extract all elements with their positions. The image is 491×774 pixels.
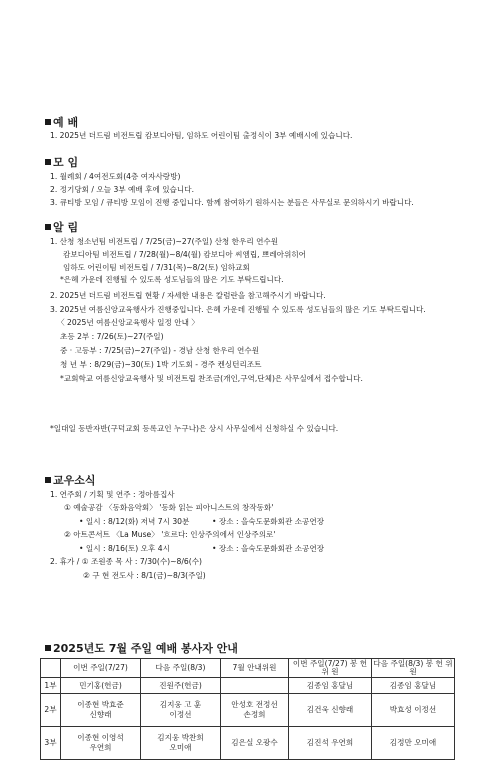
table-header-cell: 7월 안내위원 [221, 659, 289, 678]
table-cell: 1부 [41, 678, 61, 694]
members-line-8: 2. 휴가 / ① 조원종 목 사 : 7/30(수)~8/6(수) [50, 557, 202, 566]
table-row [41, 678, 455, 694]
square-bullet-icon [45, 477, 51, 483]
table-cell: 김종임 홍달님 [372, 678, 455, 694]
table-header-cell: 이번 주일(7/27) [61, 659, 141, 678]
table-cell: 김은실 오광수 [221, 727, 289, 760]
notice-line-6: 3. 2025년 여름신앙교육행사가 진행중입니다. 은혜 가운데 진행될 수 있도록 성도님들의 많은 기도 부탁드립니다. [50, 305, 426, 314]
notice-line-4: *은혜 가운데 진행될 수 있도록 성도님들의 많은 기도 부탁드립니다. [60, 275, 284, 284]
fellowship-line-3: 3. 큐티방 모임 / 큐티방 모임이 진행 중입니다. 함께 참여하기 원하시는 분들은 사무실로 문의하시기 바랍니다. [50, 198, 414, 207]
table-cell: 김건욱 신향래 [289, 694, 372, 727]
table-cell: 이종현 박효준 신향래 [61, 694, 141, 727]
service-volunteer-table [40, 658, 455, 760]
members-line-5: ② 아트콘서트 〈La Muse〉 '흐르다: 인상주의에서 인상주의로' [64, 530, 276, 539]
fellowship-line-1: 1. 월례회 / 4여전도회(4층 여자사랑방) [50, 172, 181, 181]
table-row [41, 694, 455, 727]
members-line-4: • 장소 : 을숙도문화회관 소공연장 [212, 517, 325, 526]
square-bullet-icon [45, 645, 51, 651]
notice-line-11: *교회학교 여름신앙교육행사 및 비전트립 찬조금(개인,구역,단체)은 사무실에서 접수합니다. [60, 374, 363, 383]
members-line-9: ② 구 현 전도사 : 8/1(금)~8/3(주일) [83, 571, 206, 580]
table-cell: 김진석 우연희 [289, 727, 372, 760]
table-header-cell: 다음 주일(8/3) 봉 헌 위 원 [373, 659, 453, 676]
notice-line-10: 청 년 부 : 8/29(금)~30(토) 1박 기도회 - 경주 켄싱턴리조트 [60, 360, 262, 369]
table-cell: 이종현 이영석 우연희 [61, 727, 141, 760]
table-header-cell [41, 659, 61, 678]
notice-line-9: 중 · 고등부 : 7/25(금)~27(주일) - 경남 산청 한우리 연수원 [60, 346, 260, 355]
notice-line-7: 〈 2025년 여름신앙교육행사 일정 안내 〉 [57, 318, 199, 327]
square-bullet-icon [45, 159, 51, 165]
table-header-cell: 이번 주일(7/27) 봉 헌 위 원 [289, 659, 372, 678]
table-cell: 안성호 전정선 손정희 [221, 694, 289, 727]
table-cell: 김정만 오미애 [372, 727, 455, 760]
section-title-service: 2025년도 7월 주일 예배 봉사자 안내 [45, 640, 238, 656]
table-cell: 김지웅 고 훈 이정선 [141, 694, 221, 727]
notice-line-1: 1. 산청 청소년팀 비전트립 / 7/25(금)~27(주일) 산청 한우리 연수원 [50, 237, 279, 246]
notice-line-5: 2. 2025년 더드림 비전트립 현황 / 자세한 내용은 칼럼란을 참고해주시기 바랍니다. [50, 291, 326, 300]
table-header-row [41, 659, 455, 678]
table-row [41, 727, 455, 760]
section-title-worship: 예 배 [45, 114, 78, 130]
table-cell: 3부 [41, 727, 61, 760]
table-cell: 2부 [41, 694, 61, 727]
square-bullet-icon [45, 119, 51, 125]
table-cell: 김종임 홍달님 [289, 678, 372, 694]
members-line-1: 1. 연주회 / 기획 및 연주 : 정아름집사 [50, 490, 175, 499]
worship-line-1: 1. 2025년 더드림 비전트립 캄보디아팀, 임하도 어린이팀 출정식이 3부 예배시에 있습니다. [50, 131, 353, 140]
section-title-members: 교우소식 [45, 472, 96, 488]
table-cell: 박효성 이정선 [372, 694, 455, 727]
members-line-7: • 장소 : 을숙도문화회관 소공연장 [212, 544, 325, 553]
members-line-6: • 일시 : 8/16(토) 오후 4시 [79, 544, 170, 553]
notice-line-8: 초등 2부 : 7/26(토)~27(주일) [60, 332, 164, 341]
table-header-cell: 다음 주일(8/3) [141, 659, 221, 678]
members-line-3: • 일시 : 8/12(화) 저녁 7시 30분 [79, 517, 190, 526]
section-title-notices: 알 림 [45, 219, 78, 235]
one-on-one-note: *일대일 동반자반(구덕교회 등록교인 누구나)은 상시 사무실에서 신청하실 수 있습니다. [50, 424, 339, 433]
section-title-fellowship: 모 임 [45, 154, 78, 170]
square-bullet-icon [45, 224, 51, 230]
notice-line-2: 캄보디아팀 비전트립 / 7/28(월)~8/4(월) 캄보디아 씨엠립, 쁘레아위히어 [63, 250, 306, 259]
fellowship-line-2: 2. 정기당회 / 오늘 3부 예배 후에 있습니다. [50, 185, 194, 194]
table-cell: 김지웅 박찬희 오미애 [141, 727, 221, 760]
table-cell: 민기홍(헌금) [61, 678, 141, 694]
members-line-2: ① 예술공감 〈동화음악회〉 '동화 읽는 피아니스트의 창작동화' [64, 503, 274, 512]
table-cell: 진원주(헌금) [141, 678, 221, 694]
table-cell [221, 678, 289, 694]
notice-line-3: 임하도 어린이팀 비전트립 / 7/31(목)~8/2(토) 임하교회 [63, 263, 250, 272]
